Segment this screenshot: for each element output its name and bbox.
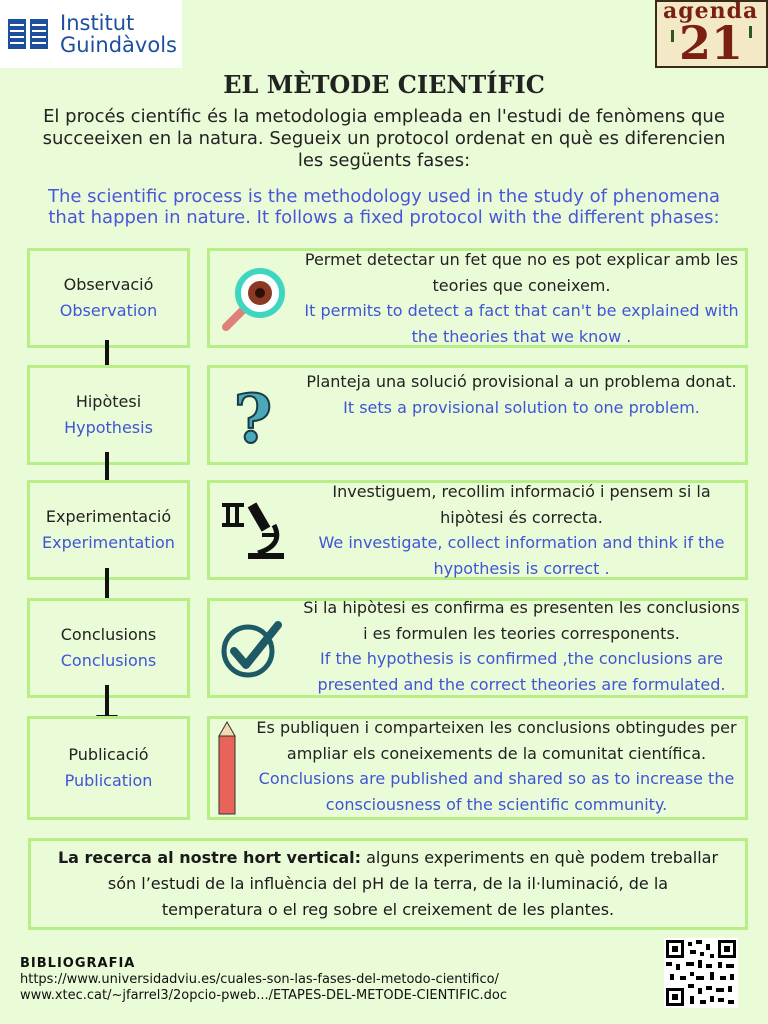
description-ca: Es publiquen i comparteixen les conclusions obtingudes per ampliar els coneixements de la comunitat científica. bbox=[256, 718, 737, 763]
phase-conclusions bbox=[27, 598, 190, 698]
research-body: alguns experiments en què podem treballar són l’estudi de la influència del pH de la terra, de la il·luminació, de la temperatura o el reg sobre el creixement de les plantes. bbox=[107, 848, 719, 919]
agenda21-logo bbox=[655, 0, 768, 68]
phase-label-en: Hypothesis bbox=[64, 418, 153, 437]
phase-label-ca: Conclusions bbox=[60, 625, 157, 644]
research-heading: La recerca al nostre hort vertical: bbox=[57, 848, 362, 867]
description-ca: Permet detectar un fet que no es pot explicar amb les teories que coneixem. bbox=[304, 250, 739, 295]
phase-conclusions-description bbox=[207, 598, 748, 698]
description-text bbox=[302, 595, 741, 697]
phase-label-en: Experimentation bbox=[42, 533, 175, 552]
bibliography bbox=[20, 956, 507, 1004]
description-ca: Investiguem, recollim informació i pensem si la hipòtesi és correcta. bbox=[332, 482, 711, 527]
checkmark-icon bbox=[218, 613, 288, 683]
phase-publication-description bbox=[207, 716, 748, 820]
description-en: It permits to detect a fact that can't be explained with the theories that we know . bbox=[304, 301, 739, 346]
description-ca: Planteja una solució provisional a un problema donat. bbox=[306, 372, 737, 391]
qr-code-icon[interactable] bbox=[664, 938, 738, 1008]
phase-experimentation bbox=[27, 480, 190, 580]
agenda-text: agenda bbox=[663, 0, 759, 24]
description-en: If the hypothesis is confirmed ,the conclusions are presented and the correct theories are formulated. bbox=[317, 649, 726, 694]
agenda-number: 21 bbox=[679, 16, 744, 68]
leaf-icon bbox=[671, 30, 674, 42]
description-en: We investigate, collect information and think if the hypothesis is correct . bbox=[318, 533, 725, 578]
description-text bbox=[302, 479, 741, 581]
books-logo-icon bbox=[6, 15, 52, 53]
phase-label-ca: Observació bbox=[63, 275, 154, 294]
phase-observation-description bbox=[207, 248, 748, 348]
research-note bbox=[28, 838, 748, 930]
leaf-icon bbox=[749, 26, 752, 38]
description-text bbox=[252, 715, 741, 817]
bibliography-link[interactable]: www.xtec.cat/~jfarrel3/2opcio-pweb.../ETAPES-DEL-METODE-CIENTIFIC.doc bbox=[20, 988, 507, 1003]
description-text bbox=[302, 369, 741, 420]
bibliography-link[interactable]: https://www.universidadviu.es/cuales-son-las-fases-del-metodo-cientifico/ bbox=[20, 972, 499, 987]
institut-guindavols-logo bbox=[0, 0, 182, 68]
pencil-icon bbox=[212, 720, 242, 816]
research-text bbox=[57, 845, 719, 923]
description-en: It sets a provisional solution to one problem. bbox=[343, 397, 700, 417]
logo-text-line1: Institut bbox=[60, 11, 135, 35]
intro-catalan: El procés científic és la metodologia empleada en l'estudi de fenòmens que succeeixen en la natura. Segueix un protocol ordenat en què es diferencien les següents fases: bbox=[42, 106, 726, 171]
phase-label-en: Observation bbox=[59, 301, 158, 320]
svg-text:?: ? bbox=[233, 380, 273, 450]
magnifier-eye-icon bbox=[218, 263, 288, 333]
logo-text-line2: Guindàvols bbox=[60, 33, 177, 57]
phase-label-en: Publication bbox=[64, 771, 153, 790]
description-en: Conclusions are published and shared so as to increase the consciousness of the scientific community. bbox=[258, 769, 735, 814]
phase-label-en: Conclusions bbox=[60, 651, 157, 670]
intro-english: The scientific process is the methodology used in the study of phenomena that happen in nature. It follows a fixed protocol with the different phases: bbox=[47, 186, 721, 228]
phase-observation bbox=[27, 248, 190, 348]
bibliography-heading: BIBLIOGRAFIA bbox=[20, 956, 136, 971]
description-text bbox=[302, 247, 741, 349]
phase-label-ca: Experimentació bbox=[45, 507, 172, 526]
logo-text bbox=[60, 12, 177, 56]
phase-label-ca: Hipòtesi bbox=[75, 392, 142, 411]
phase-label-ca: Publicació bbox=[68, 745, 149, 764]
phase-hypothesis-description bbox=[207, 365, 748, 465]
page-title: EL MÈTODE CIENTÍFIC bbox=[223, 70, 545, 99]
phase-experimentation-description bbox=[207, 480, 748, 580]
question-mark-icon bbox=[218, 380, 288, 450]
microscope-icon bbox=[218, 495, 288, 565]
phase-hypothesis bbox=[27, 365, 190, 465]
description-ca: Si la hipòtesi es confirma es presenten les conclusions i es formulen les teories corresponents. bbox=[303, 598, 740, 643]
phase-publication bbox=[27, 716, 190, 820]
